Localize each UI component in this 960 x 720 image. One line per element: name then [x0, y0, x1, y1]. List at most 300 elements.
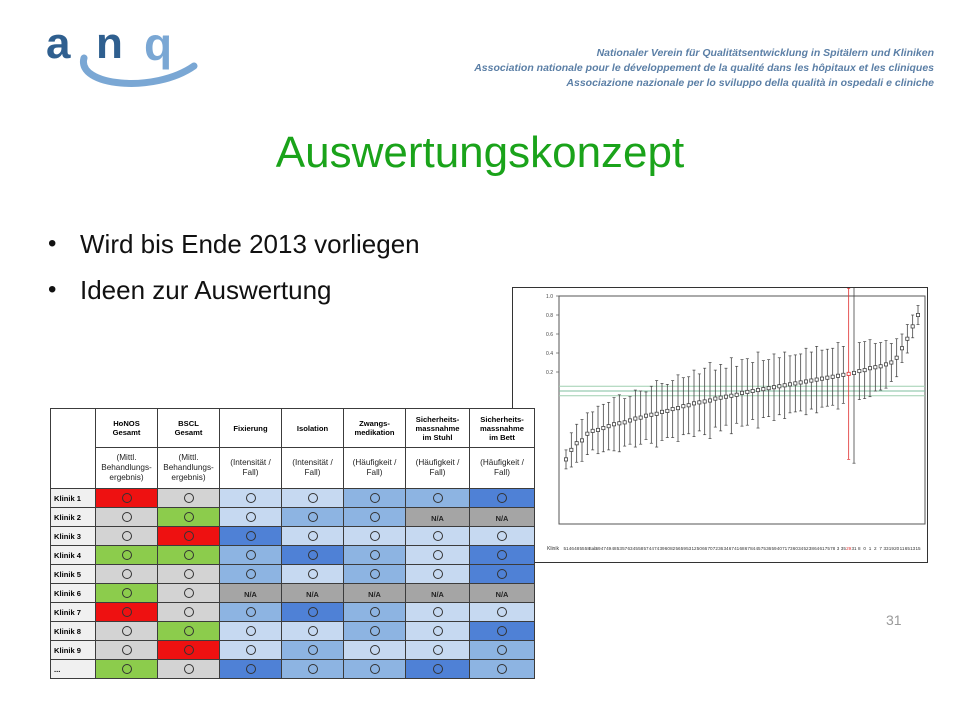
circle-marker-icon — [184, 550, 194, 560]
circle-marker-icon — [370, 550, 380, 560]
clinic-comparison-table — [50, 408, 534, 674]
rating-cell — [158, 546, 220, 565]
column-header-text: massnahme — [415, 423, 460, 433]
caterpillar-plot — [512, 287, 928, 563]
x-tick-label: 73 — [787, 546, 793, 551]
circle-marker-icon — [122, 493, 132, 503]
table-row — [51, 565, 535, 584]
organization-names — [474, 46, 934, 91]
rating-cell — [220, 527, 282, 546]
x-tick-label: 72 — [712, 546, 718, 551]
column-subheader-text: (Häufigkeit / — [480, 458, 524, 467]
bullet-item: • Wird bis Ende 2013 vorliegen — [48, 226, 420, 272]
rating-cell — [158, 489, 220, 508]
rating-cell — [158, 565, 220, 584]
x-tick-label: 34 — [723, 546, 729, 551]
rating-cell — [282, 641, 344, 660]
column-header-text: Isolation — [296, 423, 329, 433]
y-tick-label: 0.8 — [546, 313, 553, 319]
rating-cell — [406, 489, 470, 508]
rating-cell — [344, 660, 406, 679]
na-cell — [282, 584, 344, 603]
estimate-point — [719, 396, 722, 399]
circle-marker-icon — [497, 493, 507, 503]
na-cell — [344, 584, 406, 603]
estimate-point — [676, 407, 679, 410]
x-tick-label: 2 — [874, 546, 877, 551]
rating-cell — [158, 622, 220, 641]
estimate-point — [911, 325, 914, 328]
org-name-de: Nationaler Verein für Qualitätsentwicklung in Spitälern und Kliniken — [596, 47, 934, 59]
estimate-point — [564, 458, 567, 461]
column-subheader — [96, 448, 158, 489]
x-tick-label: 29 — [846, 546, 852, 551]
row-label: Klinik 8 — [51, 622, 96, 641]
table-row — [51, 641, 535, 660]
x-tick-label: 50 — [696, 546, 702, 551]
x-tick-label: 13 — [910, 546, 916, 551]
estimate-point — [628, 419, 631, 422]
column-header — [282, 409, 344, 448]
x-tick-label: 84 — [750, 546, 756, 551]
estimate-point — [863, 369, 866, 372]
circle-marker-icon — [184, 569, 194, 579]
rating-cell — [344, 622, 406, 641]
column-header-text: Zwangs- — [359, 419, 390, 428]
estimate-point — [586, 432, 589, 435]
column-subheader-text: Behandlungs- — [101, 463, 152, 472]
na-cell — [220, 584, 282, 603]
column-header-text: Sicherheits- — [480, 414, 524, 424]
rating-cell — [220, 603, 282, 622]
estimate-point — [639, 416, 642, 419]
circle-marker-icon — [308, 512, 318, 522]
column-header-text: HoNOS — [113, 419, 140, 428]
circle-marker-icon — [433, 569, 443, 579]
na-label: N/A — [306, 590, 319, 599]
circle-marker-icon — [122, 645, 132, 655]
circle-marker-icon — [497, 645, 507, 655]
column-header — [406, 409, 470, 448]
circle-marker-icon — [184, 645, 194, 655]
x-tick-label: 75 — [760, 546, 766, 551]
circle-marker-icon — [184, 512, 194, 522]
estimate-point — [596, 428, 599, 431]
x-tick-label: 78 — [830, 546, 836, 551]
x-tick-label: 46 — [568, 546, 574, 551]
x-tick-label: 49 — [606, 546, 612, 551]
circle-marker-icon — [433, 626, 443, 636]
estimate-point — [575, 442, 578, 445]
circle-marker-icon — [308, 493, 318, 503]
x-tick-label: 51 — [563, 546, 569, 551]
estimate-point — [836, 374, 839, 377]
estimate-point — [703, 400, 706, 403]
x-tick-label: 56 — [675, 546, 681, 551]
x-tick-label: 59 — [771, 546, 777, 551]
rating-cell — [282, 508, 344, 527]
rating-cell — [282, 603, 344, 622]
circle-marker-icon — [370, 531, 380, 541]
x-tick-label: 75 — [824, 546, 830, 551]
na-label: N/A — [431, 590, 444, 599]
x-tick-label: Sab — [588, 546, 597, 551]
column-subheader-text: ergebnis) — [171, 473, 206, 482]
estimate-point — [900, 347, 903, 350]
column-subheader-text: Fall) — [429, 468, 446, 477]
rating-cell — [96, 660, 158, 679]
estimate-point — [879, 365, 882, 368]
rating-cell — [470, 622, 535, 641]
circle-marker-icon — [246, 550, 256, 560]
column-subheader-text: Fall) — [366, 468, 383, 477]
estimate-point — [874, 366, 877, 369]
estimate-point — [831, 375, 834, 378]
circle-marker-icon — [184, 531, 194, 541]
x-tick-label: 3 — [836, 546, 840, 551]
estimate-point — [868, 367, 871, 370]
circle-marker-icon — [308, 531, 318, 541]
x-tick-label: 58 — [638, 546, 644, 551]
logo-letter-n: n — [96, 19, 123, 68]
column-subheader — [344, 448, 406, 489]
column-subheader-text: (Intensität / — [230, 458, 271, 467]
row-label: Klinik 5 — [51, 565, 96, 584]
column-header-text: massnahme — [480, 423, 524, 433]
circle-marker-icon — [184, 664, 194, 674]
estimate-point — [783, 384, 786, 387]
rating-cell — [96, 641, 158, 660]
circle-marker-icon — [370, 607, 380, 617]
na-label: N/A — [495, 514, 509, 523]
x-tick-label: 60 — [664, 546, 670, 551]
circle-marker-icon — [184, 607, 194, 617]
circle-marker-icon — [246, 645, 256, 655]
rating-cell — [344, 641, 406, 660]
estimate-point — [612, 423, 615, 426]
column-subheader-text: Behandlungs- — [163, 463, 214, 472]
estimate-point — [591, 429, 594, 432]
rating-cell — [344, 489, 406, 508]
x-tick-label: 48 — [611, 546, 617, 551]
circle-marker-icon — [246, 531, 256, 541]
estimate-point — [767, 387, 770, 390]
x-tick-label: 64 — [814, 546, 820, 551]
rating-cell — [96, 584, 158, 603]
column-header-text: im Stuhl — [422, 432, 453, 442]
circle-marker-icon — [497, 626, 507, 636]
x-tick-label: 39 — [659, 546, 665, 551]
estimate-point — [634, 417, 637, 420]
y-tick-label: 0.4 — [546, 351, 553, 357]
estimate-point — [906, 337, 909, 340]
rating-cell — [406, 641, 470, 660]
estimate-point — [692, 402, 695, 405]
x-tick-label: 36 — [766, 546, 772, 551]
estimate-point — [788, 383, 791, 386]
circle-marker-icon — [433, 493, 443, 503]
x-tick-label: 33 — [883, 546, 889, 551]
rating-cell — [96, 527, 158, 546]
estimate-point — [858, 369, 861, 372]
x-tick-label: 53 — [686, 546, 692, 551]
estimate-point — [623, 421, 626, 424]
column-subheader-text: Fall) — [242, 468, 259, 477]
estimate-point — [916, 313, 919, 316]
rating-cell — [96, 546, 158, 565]
rating-cell — [470, 489, 535, 508]
circle-marker-icon — [246, 569, 256, 579]
page-number: 31 — [886, 612, 902, 628]
x-tick-label: 7 — [879, 546, 882, 551]
rating-cell — [96, 603, 158, 622]
circle-marker-icon — [433, 531, 443, 541]
rating-cell — [344, 565, 406, 584]
rating-cell — [406, 546, 470, 565]
x-tick-label: 8 — [858, 546, 861, 551]
estimate-point — [884, 363, 887, 366]
x-tick-label: 57 — [643, 546, 649, 551]
x-tick-label: 61 — [819, 546, 825, 551]
estimate-point — [618, 422, 621, 425]
rating-cell — [96, 489, 158, 508]
rating-cell — [96, 508, 158, 527]
x-tick-label: 47 — [600, 546, 606, 551]
circle-marker-icon — [308, 645, 318, 655]
circle-marker-icon — [370, 645, 380, 655]
row-label: Klinik 9 — [51, 641, 96, 660]
na-cell — [470, 508, 535, 527]
column-subheader-text: (Mittl. — [178, 453, 199, 462]
rating-cell — [158, 641, 220, 660]
estimate-point — [778, 385, 781, 388]
column-header-text: medikation — [354, 428, 395, 437]
x-tick-label: 41 — [734, 546, 740, 551]
rating-cell — [282, 489, 344, 508]
table-row — [51, 584, 535, 603]
table-row — [51, 603, 535, 622]
circle-marker-icon — [246, 493, 256, 503]
rating-cell — [158, 508, 220, 527]
column-subheader-text: (Mittl. — [116, 453, 137, 462]
estimate-point — [570, 448, 573, 451]
org-name-it: Associazione nazionale per lo sviluppo della qualità in ospedali e cliniche — [566, 77, 934, 89]
circle-marker-icon — [184, 588, 194, 598]
circle-marker-icon — [497, 550, 507, 560]
x-tick-label: 20 — [894, 546, 900, 551]
row-label: Klinik 1 — [51, 489, 96, 508]
estimate-point — [852, 371, 855, 374]
row-label: Klinik 4 — [51, 546, 96, 565]
x-tick-label: 67 — [728, 546, 734, 551]
circle-marker-icon — [122, 550, 132, 560]
na-label: N/A — [368, 590, 381, 599]
x-tick-label: 12 — [691, 546, 697, 551]
rating-cell — [282, 660, 344, 679]
circle-marker-icon — [370, 664, 380, 674]
circle-marker-icon — [246, 626, 256, 636]
estimate-point — [890, 361, 893, 364]
estimate-point — [794, 382, 797, 385]
x-tick-label: 60 — [792, 546, 798, 551]
rating-cell — [344, 527, 406, 546]
column-header-text: BSCL — [178, 419, 199, 428]
na-cell — [406, 508, 470, 527]
estimate-point — [682, 405, 685, 408]
estimate-point — [762, 388, 765, 391]
rating-cell — [406, 565, 470, 584]
column-header — [470, 409, 535, 448]
estimate-point — [810, 379, 813, 382]
x-axis-label: Klinik — [547, 546, 559, 552]
circle-marker-icon — [497, 531, 507, 541]
x-tick-label: 74 — [654, 546, 660, 551]
x-tick-label: 34 — [798, 546, 804, 551]
circle-marker-icon — [433, 645, 443, 655]
na-label: N/A — [495, 590, 509, 599]
column-subheader — [470, 448, 535, 489]
estimate-point — [714, 397, 717, 400]
circle-marker-icon — [122, 531, 132, 541]
rating-cell — [282, 565, 344, 584]
x-tick-label: 68 — [739, 546, 745, 551]
x-tick-label: 59 — [680, 546, 686, 551]
estimate-point — [708, 399, 711, 402]
x-tick-label: 63 — [627, 546, 633, 551]
rating-cell — [406, 622, 470, 641]
circle-marker-icon — [246, 512, 256, 522]
circle-marker-icon — [370, 626, 380, 636]
circle-marker-icon — [122, 569, 132, 579]
circle-marker-icon — [122, 664, 132, 674]
rating-cell — [158, 527, 220, 546]
estimate-point — [746, 390, 749, 393]
x-tick-label: 40 — [776, 546, 782, 551]
anq-logo — [44, 14, 204, 94]
rating-cell — [470, 546, 535, 565]
x-tick-label: 31 — [851, 546, 857, 551]
logo-letter-a: a — [46, 19, 71, 68]
rating-cell — [158, 584, 220, 603]
estimate-point — [804, 380, 807, 383]
circle-marker-icon — [433, 607, 443, 617]
x-tick-label: 45 — [755, 546, 761, 551]
estimate-point — [799, 381, 802, 384]
estimate-point — [650, 413, 653, 416]
x-tick-label: 1 — [868, 546, 872, 551]
row-label: Klinik 7 — [51, 603, 96, 622]
rating-cell — [158, 603, 220, 622]
rating-cell — [470, 641, 535, 660]
column-header — [96, 409, 158, 448]
estimate-point — [602, 426, 605, 429]
x-tick-label: 55 — [579, 546, 585, 551]
x-tick-label: 11 — [899, 546, 905, 551]
rating-cell — [344, 603, 406, 622]
rating-cell — [282, 622, 344, 641]
y-tick-label: 1.0 — [546, 294, 553, 300]
circle-marker-icon — [184, 626, 194, 636]
circle-marker-icon — [122, 512, 132, 522]
rating-cell — [96, 565, 158, 584]
x-tick-label: 71 — [782, 546, 788, 551]
x-tick-label: 70 — [707, 546, 713, 551]
circle-marker-icon — [246, 607, 256, 617]
estimate-point — [735, 393, 738, 396]
circle-marker-icon — [433, 550, 443, 560]
x-tick-label: 0 — [863, 546, 866, 551]
estimate-point — [842, 373, 845, 376]
x-tick-label: 57 — [622, 546, 628, 551]
x-tick-label: 38 — [808, 546, 814, 551]
x-tick-label: 44 — [648, 546, 654, 551]
column-header-text: Gesamt — [112, 428, 141, 437]
x-tick-label: 36 — [718, 546, 724, 551]
estimate-point — [724, 395, 727, 398]
x-tick-label: 58 — [584, 546, 590, 551]
circle-marker-icon — [370, 512, 380, 522]
rating-cell — [282, 527, 344, 546]
rating-cell — [96, 622, 158, 641]
y-tick-label: 0.2 — [546, 370, 553, 376]
estimate-point — [671, 407, 674, 410]
rating-cell — [470, 660, 535, 679]
y-tick-label: 0.6 — [546, 332, 553, 338]
estimate-point — [895, 356, 898, 359]
table-row — [51, 660, 535, 679]
rating-cell — [406, 527, 470, 546]
column-subheader-text: (Häufigkeit / — [415, 458, 460, 467]
rating-cell — [470, 565, 535, 584]
circle-marker-icon — [308, 569, 318, 579]
estimate-point — [580, 439, 583, 442]
logo-letter-q: q — [144, 18, 173, 70]
table-corner-cell — [51, 409, 96, 489]
estimate-point — [655, 412, 658, 415]
caterpillar-plot-svg — [513, 288, 929, 564]
circle-marker-icon — [308, 550, 318, 560]
anq-logo-mark — [44, 14, 204, 94]
column-header-text: Fixierung — [233, 423, 268, 433]
rating-cell — [220, 489, 282, 508]
x-tick-label: 65 — [904, 546, 910, 551]
estimate-point — [666, 409, 669, 412]
x-tick-label: 66 — [702, 546, 708, 551]
circle-marker-icon — [433, 664, 443, 674]
estimate-point — [660, 410, 663, 413]
column-subheader-text: ergebnis) — [109, 473, 144, 482]
table-header-row — [51, 409, 535, 448]
x-tick-label: 48 — [574, 546, 580, 551]
rating-cell — [220, 508, 282, 527]
circle-marker-icon — [497, 569, 507, 579]
column-subheader — [282, 448, 344, 489]
column-header — [220, 409, 282, 448]
row-label: Klinik 2 — [51, 508, 96, 527]
x-tick-label: 53 — [616, 546, 622, 551]
estimate-point — [756, 388, 759, 391]
circle-marker-icon — [370, 569, 380, 579]
column-subheader — [406, 448, 470, 489]
column-header-text: Gesamt — [174, 428, 203, 437]
circle-marker-icon — [308, 607, 318, 617]
rating-cell — [282, 546, 344, 565]
estimate-point — [772, 386, 775, 389]
slide-title: Auswertungskonzept — [275, 128, 685, 177]
estimate-point — [826, 376, 829, 379]
estimate-point — [687, 404, 690, 407]
x-tick-label: 19 — [888, 546, 894, 551]
